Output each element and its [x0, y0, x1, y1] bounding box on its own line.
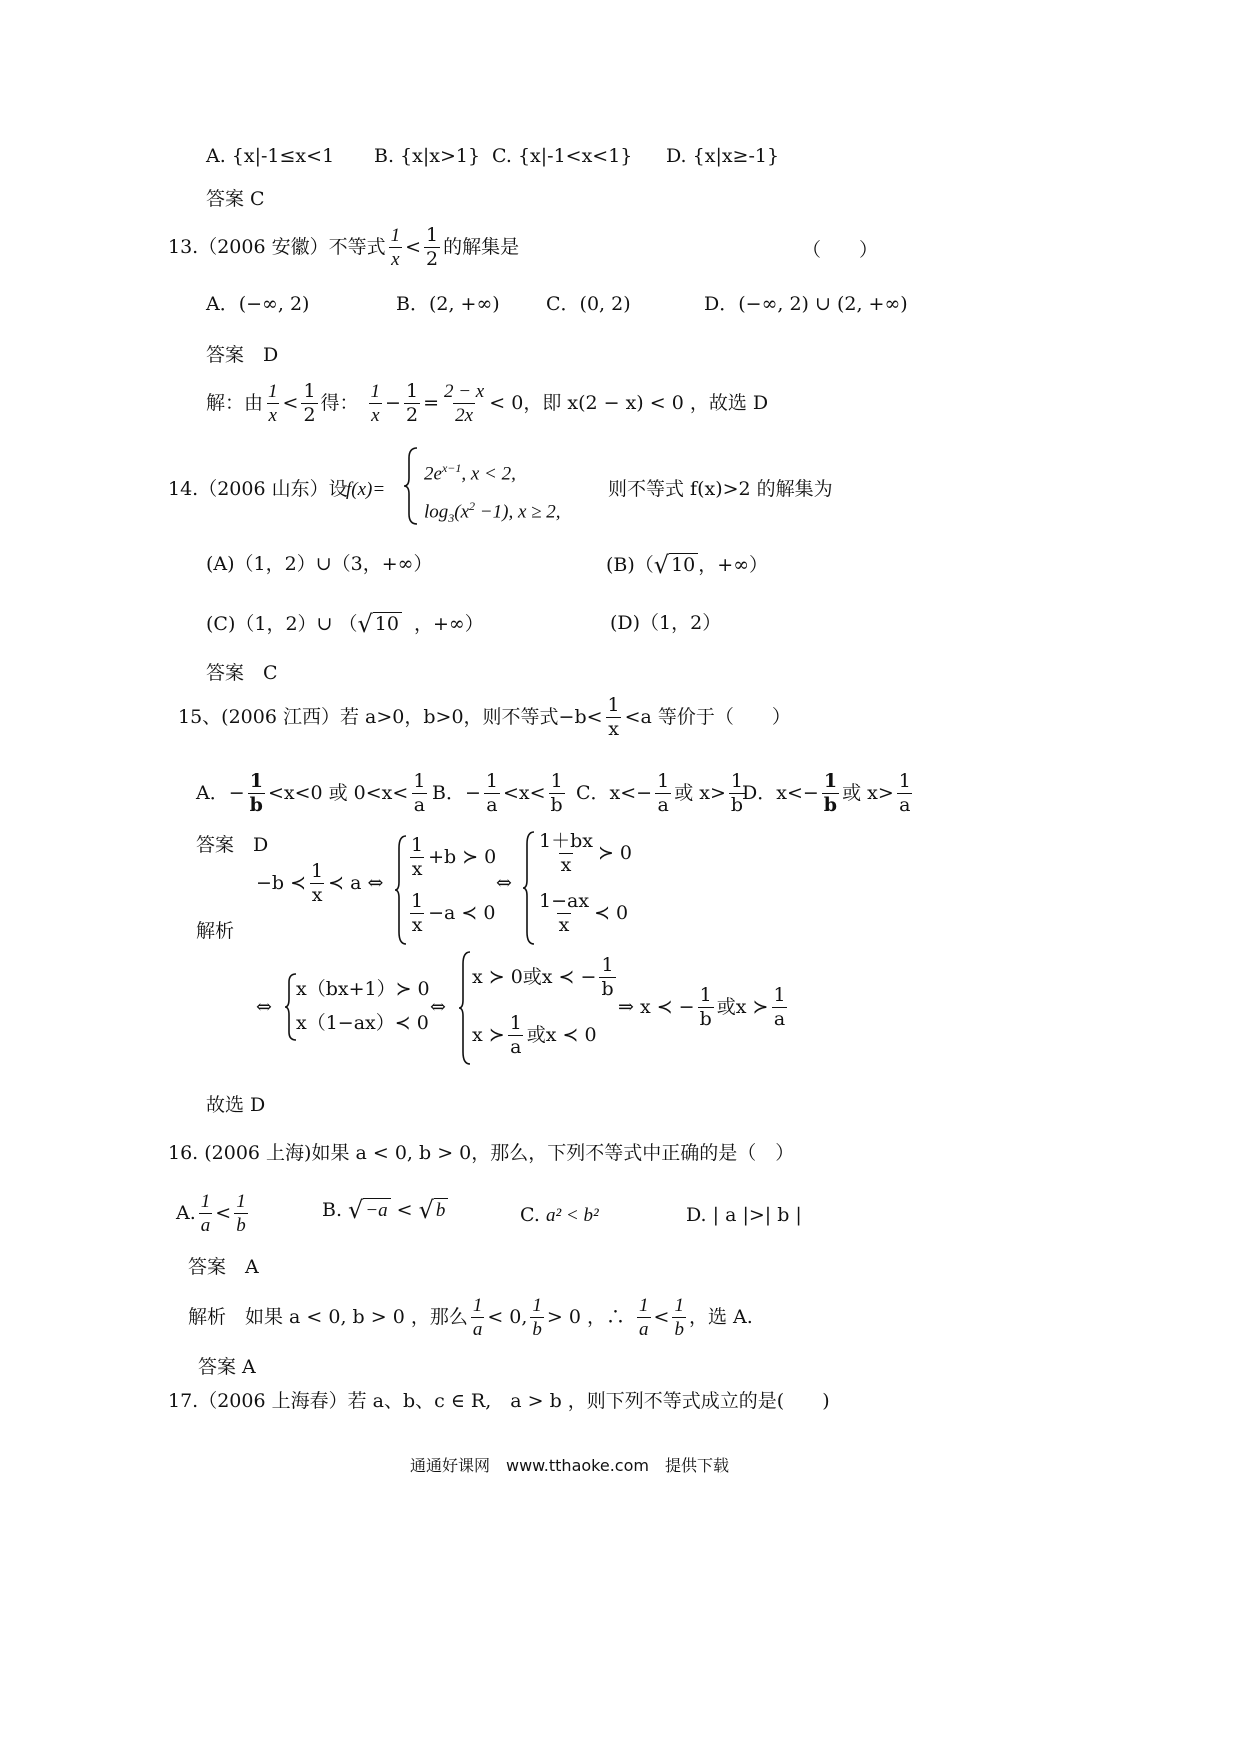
q13-fraction-1: 1 x	[390, 225, 401, 270]
q16-answer: 答案 A	[188, 1256, 259, 1278]
q13-tail: 的解集是	[443, 236, 520, 259]
q14-brace	[402, 446, 420, 526]
q13-fraction-2: 1 2	[426, 224, 439, 270]
q15-conclusion: ⇒ x ≺ − $\frac{1}{b}$ 或x ≻ 1 a	[618, 984, 786, 1030]
q13-answer-blank: （ ）	[802, 239, 879, 261]
q12-option-c: C. {x|-1<x<1}	[492, 145, 633, 167]
q13-solution: 解：由 1 x < 1 2 得： 1 x − $\frac{1}{2}$ = $\frac{2 - x}{2x}$ < 0 ，即 x(2 − x) < 0 ，故选 D	[206, 380, 769, 426]
q14-answer: 答案 C	[206, 662, 278, 684]
q15-option-a: A．− $\frac{1}{b}$ <x<0 或 0<x< 1 a	[196, 770, 426, 816]
q15-system-3-line-1: x（bx+1）≻ 0	[296, 978, 430, 1000]
q12-option-d: D. {x|x≥-1}	[666, 145, 780, 167]
q14-option-d: (D)（1，2）	[610, 612, 722, 634]
q15-system-1-line-2: 1 x −a ≺ 0	[411, 890, 496, 936]
q15-end: 故选 D	[206, 1094, 266, 1116]
q15-system-1-line-1: 1 x +b ≻ 0	[411, 834, 497, 880]
q16-question: 16. (2006 上海)如果 a < 0, b > 0，那么，下列不等式中正确的是（ ）	[168, 1142, 795, 1164]
q12-option-b: B. {x|x>1}	[374, 145, 481, 167]
q16-option-c: C. a² < b²	[520, 1204, 599, 1226]
q12-option-a: A. {x|-1≤x<1	[206, 145, 335, 167]
q12-answer: 答案 C	[206, 188, 265, 210]
q13-option-c: C．(0, 2)	[546, 293, 631, 315]
q14-fx: f(x)=	[346, 479, 386, 500]
q15-option-b: B．− $\frac{1}{a}$ <x< 1 b	[432, 770, 563, 816]
q15-analysis-lhs: −b ≺ 1 x ≺ a ⇔	[256, 860, 384, 906]
q16-option-a: A. 1 a < 1 b	[176, 1191, 246, 1236]
q16-option-d: D. | a |>| b |	[686, 1204, 802, 1226]
q15-answer: 答案 D	[196, 834, 269, 856]
sqrt-symbol: √ b	[419, 1198, 449, 1222]
q15-system-2-line-1: 1＋bx x ≻ 0	[539, 830, 633, 876]
q13-option-b: B．(2, +∞)	[396, 293, 500, 315]
iff-symbol: ⇔	[430, 996, 446, 1018]
q15-option-d: D．x<− $\frac{1}{b}$ 或 x> 1 a	[742, 770, 911, 816]
q15-system-2-line-2: 1−ax x ≺ 0	[539, 890, 629, 936]
q15-system-3-line-2: x（1−ax）≺ 0	[296, 1012, 429, 1034]
sqrt-symbol: √ 10	[654, 553, 698, 577]
q14-option-a: (A)（1，2）∪（3，+∞）	[206, 553, 433, 575]
q13-head: 13.（2006 安徽）不等式	[168, 236, 386, 259]
iff-symbol: ⇔	[256, 996, 272, 1018]
q14-option-c: (C)（1，2）∪ （ √ 10 ，+∞）	[206, 610, 484, 638]
page-footer: 通通好课网 www.tthaoke.com 提供下载	[410, 1456, 729, 1475]
q14-case-1: $2e^{x-1}$, x < 2,	[424, 461, 516, 485]
q13-answer: 答案 D	[206, 344, 279, 366]
q14-head: 14.（2006 山东）设	[168, 478, 348, 500]
q16-solution: 解析 如果 a < 0, b > 0 ，那么 1 a < 0, 1 b > 0 ，∴ 1 a < 1 b ，选 A.	[188, 1295, 753, 1340]
q15-system-4-line-1: x ≻ 0或x ≺ − $\frac{1}{b}$	[472, 954, 614, 1000]
q17-question: 17.（2006 上海春）若 a、b、c ∈ R, a > b ，则下列不等式成立的是( )	[168, 1390, 830, 1412]
sqrt-symbol: √ −a	[348, 1198, 391, 1222]
iff-symbol: ⇔	[496, 872, 512, 894]
q15-question: 15、(2006 江西）若 a>0，b>0，则不等式−b< 1 x <a 等价于（ ）	[178, 694, 791, 740]
q15-jiexi-label: 解析	[196, 920, 235, 942]
q14-tail: 则不等式 f(x)>2 的解集为	[608, 478, 833, 500]
q13-option-a: A．(−∞, 2)	[206, 293, 310, 315]
brace-4	[458, 950, 472, 1066]
q14-option-b: (B)（ √ 10 ，+∞）	[606, 551, 769, 579]
q16-option-b: B. √ −a < √ b	[322, 1198, 448, 1222]
q14-case-2: $\log_3(x^2 -1)$, x ≥ 2,	[424, 499, 561, 526]
q15-system-4-line-2: x ≻ 1 a 或x ≺ 0	[472, 1012, 597, 1058]
q15-option-c: C．x<− $\frac{1}{a}$ 或 x> 1 b	[576, 770, 744, 816]
q13-option-d: D．(−∞, 2) ∪ (2, +∞)	[704, 293, 908, 315]
q13-question: 13.（2006 安徽）不等式 1 x < 1 2 的解集是	[168, 224, 520, 270]
sqrt-symbol: √ 10	[358, 612, 402, 636]
q16-answer-2: 答案 A	[198, 1356, 256, 1378]
